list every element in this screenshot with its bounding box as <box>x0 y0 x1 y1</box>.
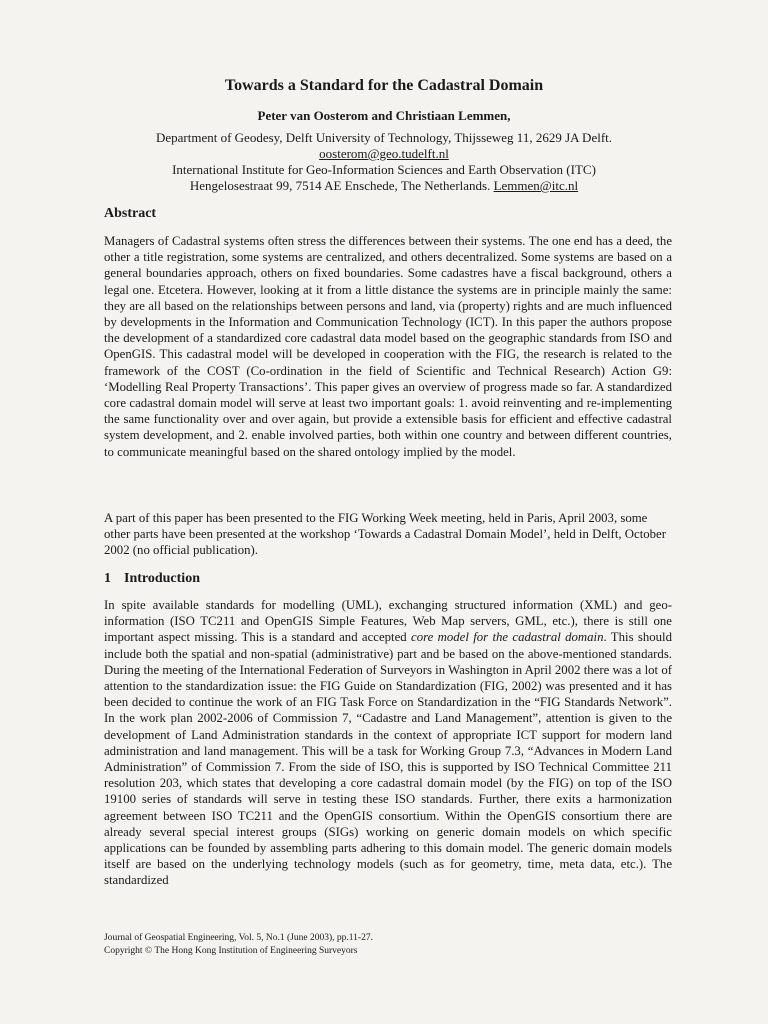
footer-copyright: Copyright © The Hong Kong Institution of Engineering Surveyors <box>104 946 358 956</box>
section-title: Introduction <box>124 571 200 586</box>
introduction-heading <box>104 571 200 587</box>
paper-title: Towards a Standard for the Cadastral Domain <box>224 77 544 94</box>
footer-journal-citation: Journal of Geospatial Engineering, Vol. 5, No.1 (June 2003), pp.11-27. <box>104 933 373 943</box>
introduction-text <box>104 597 672 889</box>
abstract-text: Managers of Cadastral systems often stress the differences between their systems. The one end has a deed, the other a title registration, some systems are centralized, and others decentralized. Some systems are based on a general boundaries approach, others on fixed boundaries. Some cadastres have a fiscal background, others a legal one. Etcetera. However, looking at it from a little distance the systems are in principle mainly the same: they are all based on the relationships between persons and land, via (property) rights and are much influenced by developments in the Information and Communication Technology (ICT). In this paper the authors propose the development of a standardized core cadastral data model based on the geographic standards from ISO and OpenGIS. This cadastral model will be developed in cooperation with the FIG, the research is related to the framework of the COST (Co-ordination in the field of Scientific and Technical Research) Action G9: ‘Modelling Real Property Transactions’. This paper gives an overview of progress made so far. A standardized core cadastral domain model will serve at least two important goals: 1. avoid reinventing and re-implementing the same functionality over and over again, but provide a extensible basis for efficient and effective cadastral system development, and 2. enable involved parties, both within one country and between different countries, to communicate meaningful based on the shared ontology implied by the model. <box>104 234 672 459</box>
affiliation-itc <box>0 162 768 194</box>
email-link-oosterom[interactable]: oosterom@geo.tudelft.nl <box>319 146 449 161</box>
introduction-emphasis: core model for the cadastral domain <box>411 630 604 645</box>
email-link-lemmen[interactable]: Lemmen@itc.nl <box>493 178 579 193</box>
section-number: 1 <box>104 571 111 586</box>
affiliation-delft <box>0 130 768 162</box>
affiliation-itc-name: International Institute for Geo-Information Sciences and Earth Observation (ITC) <box>172 162 596 177</box>
introduction-text-part-2: . This should include both the spatial and non-spatial (administrative) part and be based on the above-mentioned standards. During the meeting of the International Federation of Surveyors in Washington in April 2002 there was a lot of attention to the standardization issue: the FIG Guide on Standardization (FIG, 2002) was presented and it has been decided to continue the work of an FIG Task Force on Standardization in the “FIG Standards Network”. In the work plan 2002-2006 of Commission 7, “Cadastre and Land Management”, attention is given to the development of Land Administration standards in the context of appropriate ICT support for modern land administration and land management. This will be a task for Working Group 7.3, “Advances in Modern Land Administration” of Commission 7. From the side of ISO, this is supported by ISO Technical Committee 211 resolution 203, which states that developing a core cadastral domain model (by the FIG) on top of the ISO 19100 series of standards will serve in testing these ISO standards. Further, there exits a harmonization agreement between ISO TC211 and the OpenGIS consortium. Within the OpenGIS consortium there are already several special interest groups (SIGs) working on generic domain models on which specific applications can be founded by assembling parts adhering to this domain model. The generic domain models itself are based on the underlying technology models (such as for geometry, time, meta data, etc.). The standardized <box>104 630 673 888</box>
affiliation-delft-address: Department of Geodesy, Delft University of Technology, Thijsseweg 11, 2629 JA Delft. <box>155 130 613 145</box>
presentation-note: A part of this paper has been presented to the FIG Working Week meeting, held in Paris, April 2003, some other parts have been presented at the workshop ‘Towards a Cadastral Domain Model’, held in Delft, October 2002 (no official publication). <box>104 511 666 558</box>
page-footer <box>104 932 373 958</box>
introduction-text-part-1: In spite available standards for modelling (UML), exchanging structured information (XML) and geo-information (ISO TC211 and OpenGIS Simple Features, Web Map servers, GML, etc.), there is still one important aspect missing. This is a standard and accepted <box>104 598 672 645</box>
author-names: Peter van Oosterom and Christiaan Lemmen, <box>257 108 511 123</box>
abstract-heading: Abstract <box>104 206 157 221</box>
affiliation-itc-address: Hengelosestraat 99, 7514 AE Enschede, The Netherlands. <box>189 178 491 193</box>
